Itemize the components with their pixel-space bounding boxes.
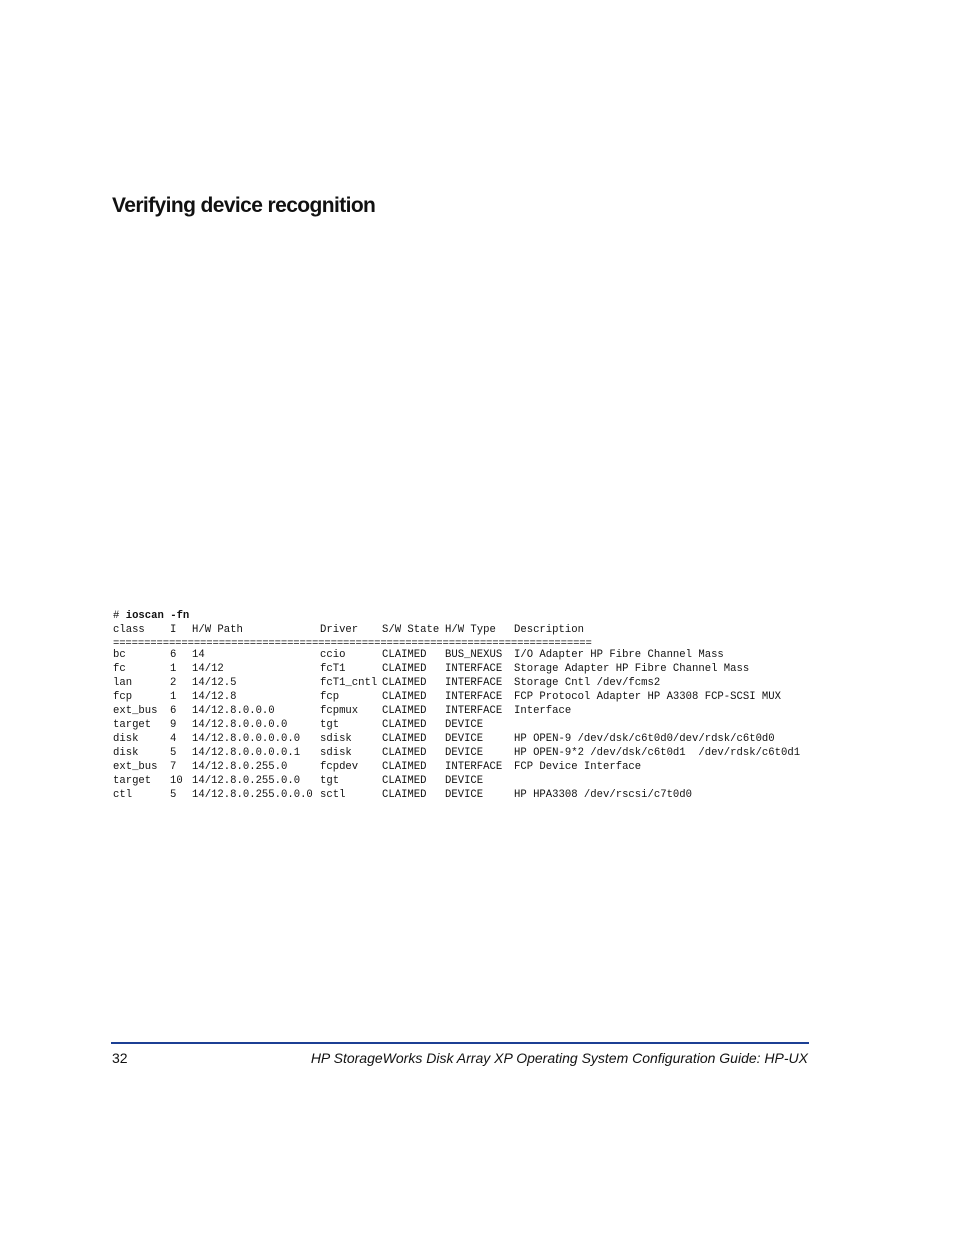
header-hw-path: H/W Path (192, 624, 243, 636)
row-sw-state: CLAIMED (382, 649, 427, 661)
row-driver: sdisk (320, 733, 352, 745)
row-driver: fcpmux (320, 705, 359, 717)
row-hw-type: INTERFACE (445, 761, 503, 773)
row-instance: 5 (170, 789, 177, 801)
row-hw-type: DEVICE (445, 733, 484, 745)
row-instance: 6 (170, 649, 177, 661)
row-hw-path: 14/12.8 (192, 691, 237, 703)
row-hw-path: 14/12.8.0.255.0 (192, 761, 288, 773)
row-driver: fcT1_cntl (320, 677, 378, 689)
row-hw-type: INTERFACE (445, 691, 503, 703)
row-instance: 9 (170, 719, 177, 731)
row-hw-path: 14/12.8.0.0.0.0.1 (192, 747, 301, 759)
row-class: disk (113, 733, 139, 745)
header-description: Description (514, 624, 584, 636)
section-heading: Verifying device recognition (112, 194, 376, 217)
device-row (113, 746, 808, 760)
row-hw-path: 14/12.8.0.0.0.0.0 (192, 733, 301, 745)
command-line (113, 609, 808, 623)
row-class: target (113, 775, 152, 787)
device-row (113, 648, 808, 662)
row-description: Storage Adapter HP Fibre Channel Mass (514, 663, 750, 675)
row-hw-path: 14/12.5 (192, 677, 237, 689)
row-class: target (113, 719, 152, 731)
row-sw-state: CLAIMED (382, 677, 427, 689)
separator-line: ============================================================================= (113, 638, 592, 648)
row-instance: 7 (170, 761, 177, 773)
device-row (113, 718, 808, 732)
device-row (113, 774, 808, 788)
row-description: I/O Adapter HP Fibre Channel Mass (514, 649, 724, 661)
row-sw-state: CLAIMED (382, 747, 427, 759)
row-sw-state: CLAIMED (382, 761, 427, 773)
row-driver: fcp (320, 691, 340, 703)
row-class: lan (113, 677, 133, 689)
row-instance: 1 (170, 663, 177, 675)
row-sw-state: CLAIMED (382, 789, 427, 801)
row-instance: 6 (170, 705, 177, 717)
row-description: HP OPEN-9 /dev/dsk/c6t0d0/dev/rdsk/c6t0d0 (514, 733, 775, 745)
header-hw-type: H/W Type (445, 624, 496, 636)
row-hw-type: INTERFACE (445, 705, 503, 717)
device-row (113, 732, 808, 746)
row-hw-type: INTERFACE (445, 677, 503, 689)
row-description: HP HPA3308 /dev/rscsi/c7t0d0 (514, 789, 693, 801)
device-row (113, 788, 808, 802)
row-class: ext_bus (113, 705, 158, 717)
row-class: ctl (113, 789, 133, 801)
device-rows (113, 648, 808, 802)
row-hw-type: DEVICE (445, 719, 484, 731)
row-sw-state: CLAIMED (382, 691, 427, 703)
row-hw-path: 14/12.8.0.0.0 (192, 705, 275, 717)
row-class: fcp (113, 691, 133, 703)
row-hw-type: DEVICE (445, 747, 484, 759)
header-sw-state: S/W State (382, 624, 440, 636)
row-hw-type: INTERFACE (445, 663, 503, 675)
header-instance: I (170, 624, 177, 636)
row-sw-state: CLAIMED (382, 663, 427, 675)
row-driver: fcT1 (320, 663, 346, 675)
row-driver: sdisk (320, 747, 352, 759)
row-sw-state: CLAIMED (382, 733, 427, 745)
ioscan-output-block (113, 609, 808, 802)
command-prompt: # (113, 610, 120, 622)
row-class: bc (113, 649, 126, 661)
device-row (113, 676, 808, 690)
device-row (113, 760, 808, 774)
row-driver: fcpdev (320, 761, 359, 773)
command-text: ioscan -fn (125, 610, 190, 622)
row-description: HP OPEN-9*2 /dev/dsk/c6t0d1 /dev/rdsk/c6t0d1 (514, 747, 801, 759)
row-sw-state: CLAIMED (382, 719, 427, 731)
row-sw-state: CLAIMED (382, 775, 427, 787)
row-hw-path: 14/12.8.0.255.0.0 (192, 775, 301, 787)
footer-document-title: HP StorageWorks Disk Array XP Operating System Configuration Guide: HP-UX (310, 1050, 808, 1066)
row-hw-path: 14/12.8.0.0.0.0 (192, 719, 288, 731)
column-header-row (113, 623, 808, 637)
row-description: FCP Protocol Adapter HP A3308 FCP-SCSI MUX (514, 691, 782, 703)
device-row (113, 690, 808, 704)
row-driver: tgt (320, 775, 340, 787)
row-hw-type: BUS_NEXUS (445, 649, 503, 661)
row-instance: 5 (170, 747, 177, 759)
row-description: Interface (514, 705, 572, 717)
row-hw-path: 14/12.8.0.255.0.0.0 (192, 789, 313, 801)
device-row (113, 704, 808, 718)
row-instance: 2 (170, 677, 177, 689)
row-driver: sctl (320, 789, 346, 801)
row-hw-type: DEVICE (445, 789, 484, 801)
row-class: fc (113, 663, 126, 675)
row-description: FCP Device Interface (514, 761, 642, 773)
page-number: 32 (112, 1050, 128, 1066)
row-sw-state: CLAIMED (382, 705, 427, 717)
row-instance: 1 (170, 691, 177, 703)
row-driver: ccio (320, 649, 346, 661)
header-driver: Driver (320, 624, 359, 636)
row-class: ext_bus (113, 761, 158, 773)
row-hw-path: 14 (192, 649, 205, 661)
row-description: Storage Cntl /dev/fcms2 (514, 677, 661, 689)
row-class: disk (113, 747, 139, 759)
row-driver: tgt (320, 719, 340, 731)
header-class: class (113, 624, 145, 636)
row-hw-path: 14/12 (192, 663, 224, 675)
footer-divider (111, 1042, 809, 1044)
device-row (113, 662, 808, 676)
row-hw-type: DEVICE (445, 775, 484, 787)
row-instance: 4 (170, 733, 177, 745)
row-instance: 10 (170, 775, 183, 787)
